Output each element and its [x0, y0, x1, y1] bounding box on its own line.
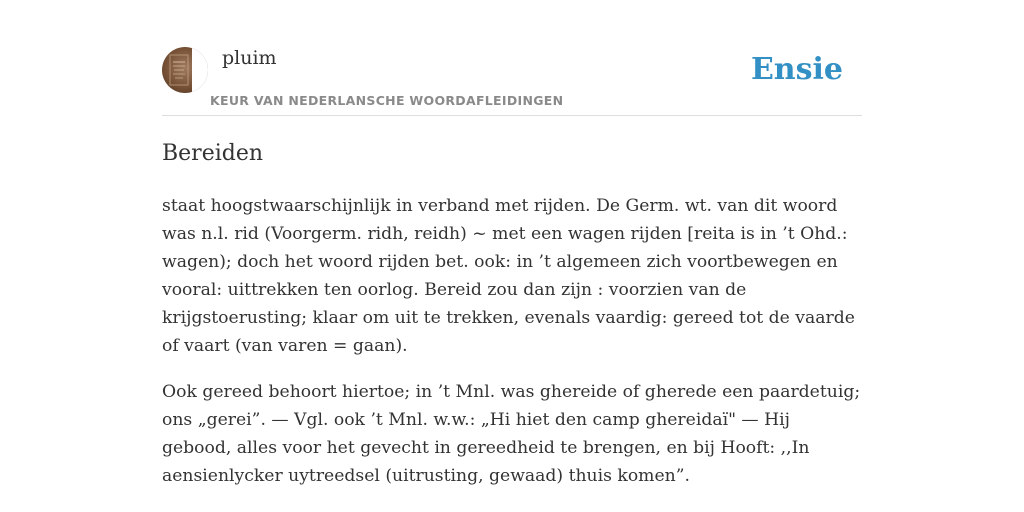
entry-paragraph: Ook gereed behoort hiertoe; in ’t Mnl. was ghereide of gherede een paardetuig; ons „gerei”. — Vgl. ook ’t Mnl. w.w.: „Hi hiet den camp ghereidaï" — Hij gebood, alles voor het gevecht in gereedheid te brengen, en bij Hooft: ,,In aensienlycker uytreedsel (uitrusting, gewaad) thuis komen”. [162, 382, 861, 486]
entry-paragraph: staat hoogstwaarschijnlijk in verband met rijden. De Germ. wt. van dit woord was n.l. rid (Voorgerm. ridh, reidh) ~ met een wagen rijden [reita is in ’t Ohd.: wagen); doch het woord rijden bet. ook: in ’t algemeen zich voortbewegen en vooral: uittrekken ten oorlog. Bereid zou dan zijn : voorzien van de krijgstoerusting; klaar om uit te trekken, evenals vaardig: gereed tot de vaarde of vaart (van varen = gaan). [162, 196, 855, 356]
entry-header [162, 0, 862, 116]
entry-body [162, 192, 864, 508]
brand-logo[interactable]: Ensie [750, 52, 843, 87]
author-name[interactable]: pluim [222, 47, 277, 69]
content-container [162, 0, 862, 486]
source-title[interactable]: KEUR VAN NEDERLANSCHE WOORDAFLEIDINGEN [210, 93, 564, 108]
book-cover-avatar-icon [162, 47, 208, 93]
avatar[interactable] [162, 47, 208, 93]
entry-title: Bereiden [162, 141, 264, 166]
